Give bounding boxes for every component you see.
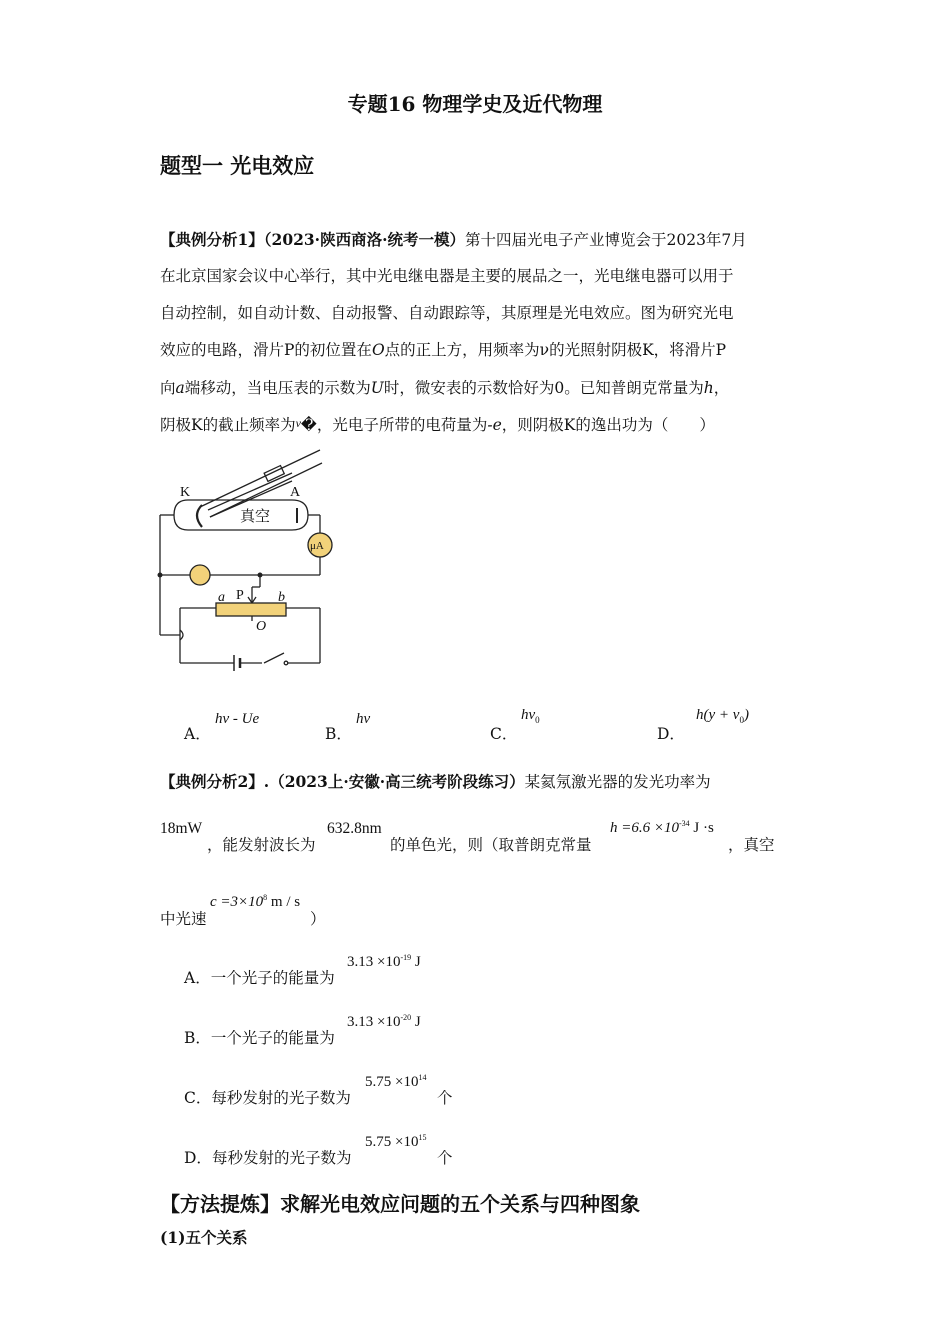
example2-option-c-unit: 个 (437, 1089, 453, 1107)
var-a: a (175, 379, 185, 397)
h-unit: J ·s (693, 820, 714, 836)
value-mantissa: 3.13 ×10 (347, 1014, 401, 1030)
option-d-letter[interactable]: D． (657, 725, 685, 743)
switch-contact (284, 661, 288, 665)
value-exponent: -19 (400, 953, 412, 962)
label-a-end: a (218, 590, 225, 605)
planck-constant (610, 819, 714, 837)
section-title: 题型一 光电效应 (160, 153, 315, 178)
text-segment: ，则阴极K的逸出功为（ ） (501, 416, 715, 434)
label-k: K (180, 485, 191, 500)
option-a-formula: hν - Ue (215, 711, 260, 727)
h-exponent: -34 (679, 819, 690, 828)
value-unit: J (414, 954, 421, 970)
formula-text: h(y + ν (696, 707, 740, 723)
power-value: 18mW (160, 820, 203, 837)
formula-sub: 0 (535, 715, 540, 725)
example1-text: 第十四届光电子产业博览会于2023年7月 (464, 231, 747, 249)
example2-text4: ，真空 (728, 836, 775, 854)
example2-text5: 中光速 (160, 910, 207, 928)
option-d-formula (696, 707, 749, 725)
option-text: 每秒发射的光子数为 (211, 1089, 351, 1107)
text-segment: 阴极K的截止频率为 (160, 416, 296, 434)
subhead-five-relations: (1)五个关系 (160, 1228, 248, 1247)
example2-option-d[interactable] (184, 1146, 351, 1168)
c-formula: c =3×10 (210, 894, 264, 910)
c-unit: m / s (270, 894, 301, 910)
value-exponent: 15 (418, 1133, 427, 1142)
junction-dot (258, 573, 263, 578)
example2-label: 【典例分析2】 (160, 772, 264, 791)
example1-line-4 (160, 338, 726, 360)
value-mantissa: 3.13 ×10 (347, 954, 401, 970)
light-source-holder (264, 466, 284, 482)
text-segment: 时，微安表的示数恰好为0。已知普朗克常量为 (383, 379, 704, 397)
option-text: 一个光子的能量为 (210, 969, 335, 987)
var-o: O (371, 341, 385, 359)
example2-option-b-value (347, 1013, 421, 1031)
option-text: 每秒发射的光子数为 (211, 1149, 352, 1167)
wavelength-value: 632.8nm (327, 820, 382, 837)
option-c-formula (521, 707, 540, 725)
text-segment: 向 (160, 379, 176, 397)
example1-label: 【典例分析1】 (160, 230, 264, 249)
photoelectric-circuit-diagram (150, 445, 350, 675)
h-formula: h =6.6 ×10 (610, 820, 679, 836)
var-nu: ν (295, 416, 301, 430)
value-mantissa: 5.75 ×10 (365, 1134, 419, 1150)
value-exponent: 14 (418, 1073, 427, 1082)
example1-line-1 (160, 228, 747, 250)
value-unit: J (414, 1014, 421, 1030)
example1-line-2: 在北京国家会议中心举行，其中光电继电器是主要的展品之一，光电继电器可以用于 (160, 267, 734, 285)
option-letter: D． (184, 1149, 212, 1167)
text-segment: 点的正上方，用频率为ν的光照射阴极K，将滑片P (384, 341, 727, 359)
var-h: h (703, 379, 714, 397)
label-microammeter: μA (310, 540, 324, 552)
option-a-letter[interactable]: A． (184, 725, 211, 743)
label-p: P (236, 588, 244, 603)
value-exponent: -20 (400, 1013, 412, 1022)
example2-option-d-unit: 个 (437, 1149, 453, 1167)
doc-title: 专题16 物理学史及近代物理 (347, 92, 603, 116)
label-vacuum: 真空 (240, 507, 271, 525)
option-letter: B． (184, 1029, 211, 1047)
label-b-end: b (278, 590, 285, 605)
option-letter: A． (184, 969, 211, 987)
example2-option-c[interactable] (184, 1086, 351, 1108)
c-exponent: 8 (263, 893, 268, 902)
value-mantissa: 5.75 ×10 (365, 1074, 419, 1090)
formula-tail: ) (743, 707, 749, 723)
formula-text: hν (521, 707, 536, 723)
example1-source: （2023·陕西商洛·统考一模） (263, 230, 465, 249)
light-beam-line (200, 450, 320, 507)
example2-option-c-value (365, 1073, 426, 1091)
option-b-formula: hν (356, 711, 371, 727)
example2-dot: . (263, 772, 270, 791)
switch (264, 653, 284, 663)
example2-option-b[interactable] (184, 1026, 335, 1048)
example1-line-3: 自动控制，如自动计数、自动报警、自动跟踪等，其原理是光电效应。图为研究光电 (160, 304, 734, 322)
text-segment: 效应的电路，滑片P的初位置在 (160, 341, 372, 359)
example1-line-5 (160, 376, 729, 398)
junction-dot (158, 573, 163, 578)
formula-sub: 0 (739, 715, 744, 725)
example2-option-a-value (347, 953, 421, 971)
example2-option-a[interactable] (184, 966, 335, 988)
text-segment: 端移动，当电压表的示数为 (184, 379, 371, 397)
cathode-k (197, 505, 202, 527)
example2-text6: ） (310, 910, 326, 928)
option-text: 一个光子的能量为 (210, 1029, 335, 1047)
example2-option-d-value (365, 1133, 426, 1151)
var-u: U (370, 379, 384, 397)
garbled-char: � (300, 416, 317, 434)
option-b-letter[interactable]: B． (325, 725, 352, 743)
example2-text2: ，能发射波长为 (207, 836, 316, 854)
option-c-letter[interactable]: C． (490, 725, 518, 743)
example1-line-6 (160, 413, 715, 435)
example2-line-1 (160, 770, 711, 792)
rheostat (216, 603, 286, 616)
label-a: A (290, 485, 301, 500)
var-e: -e (487, 416, 502, 434)
text-segment: ， (713, 379, 730, 397)
example2-text3: 的单色光，则（取普朗克常量 (390, 836, 592, 854)
text-segment: ，光电子所带的电荷量为 (316, 416, 488, 434)
light-ray (208, 473, 292, 510)
method-title: 【方法提炼】求解光电效应问题的五个关系与四种图象 (160, 1192, 640, 1216)
example2-text: 某氦氖激光器的发光功率为 (524, 773, 711, 791)
voltmeter (190, 565, 210, 585)
label-o: O (256, 619, 267, 634)
light-speed (210, 893, 300, 911)
example2-source: （2023上·安徽·高三统考阶段练习） (269, 772, 525, 791)
option-letter: C． (184, 1089, 212, 1107)
